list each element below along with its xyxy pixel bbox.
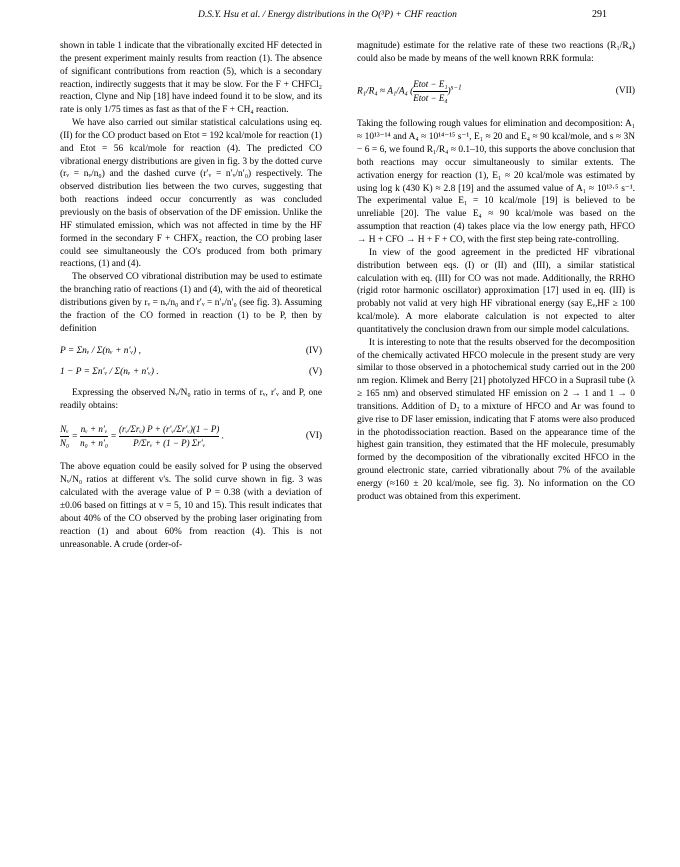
- paragraph: It is interesting to note that the results observed for the decomposition of the chemically activated HFCO molecule in the present study are very similar to those observed in a photochemical study carried out in the 200 nm region. Klimek and Berry [21] photolyzed HFCO in a Suprasil tube (λ ≥ 165 nm) and observed stimulated HF emission on 2 → 1 and 1 → 0 transitions. Addition of D₂ to a mixture of HFCO and Ar was found to give rise to DF laser emission, indicating that F atoms were also produced in the photodissociation reaction. Based on the appearance time of the highest gain transition, they estimated that the HF molecule, presumably formed by the decomposition of the vibrationally excited HFCO in the ground electronic state, carried vibrationally about 7% of the available energy (≈160 ± 20 kcal/mole, see fig. 3). No information on the CO product was obtained from this experiment.: [357, 337, 635, 502]
- paragraph: shown in table 1 indicate that the vibrationally excited HF detected in the present experiment mainly results from reaction (1). The absence of significant contributions from reaction (5), which is a secondary reaction, indirectly suggests that it may be slow. For the F + CHFCl₂ reaction, Clyne and Nip [18] have indeed found it to be slow, and its rate is only 1/75 times as fast as that of the F + CH₄ reaction.: [60, 41, 322, 116]
- numerator: Etot − E₁: [413, 78, 448, 89]
- denominator: P/Σrᵥ + (1 − P) Σr′ᵥ: [133, 437, 206, 448]
- paragraph: Expressing the observed Nᵥ/N₀ ratio in terms of rᵥ, r′ᵥ and P, one readily obtains:: [60, 388, 322, 411]
- equation-v: [60, 366, 322, 379]
- numerator: nᵥ + n′ᵥ: [80, 423, 108, 434]
- fraction: [119, 423, 219, 450]
- denominator: n₀ + n′₀: [80, 437, 108, 448]
- running-head: D.S.Y. Hsu et al. / Energy distributions in the O(³P) + CHF reaction: [198, 10, 457, 20]
- paragraph: magnitude) estimate for the relative rate of these two reactions (R₁/R₄) could also be made by means of the well known RRK formula:: [357, 41, 635, 64]
- paragraph: The above equation could be easily solved for P using the observed Nᵥ/N₀ ratios at different v's. The solid curve shown in fig. 3 was calculated with the average value of P = 0.38 (with a deviation of ±0.06 based on fittings at v = 5, 10 and 15). This result indicates that about 40% of the CO observed by the probing laser originating from reaction (1) and about 60% from reaction (4). This is not unreasonable. A crude (order-of-: [60, 462, 322, 550]
- equation-body: 1 − P = Σn′ᵥ / Σ(nᵥ + n′ᵥ) .: [60, 367, 159, 378]
- equation-body: P = Σnᵥ / Σ(nᵥ + n′ᵥ) ,: [60, 346, 141, 357]
- paragraph: In view of the good agreement in the predicted HF vibrational distribution between eqs. (I) or (II) and (III), a similar statistical calculation with eq. (III) for CO was not made. Additionally, the RRHO (rigid rotor harmonic oscillator) approximation [17] used in eq. (III) is probably not valid at very high HF vibrational energy (say Eᵥ,HF ≥ 100 kcal/mole). A more elaborate calculation is not expected to alter quantitatively the conclusion drawn from our simple model calculations.: [357, 247, 635, 335]
- fraction: [60, 423, 69, 450]
- right-column: [357, 40, 635, 504]
- exponent: s−1: [450, 83, 462, 92]
- paragraph: Taking the following rough values for elimination and decomposition: A₁ ≈ 10¹³⁻¹⁴ and A₄ ≈ 10¹⁴⁻¹⁵ s⁻¹, E₁ ≈ 20 and E₄ ≈ 90 kcal/mole, and s ≈ 3N − 6 = 6, we found R₁/R₄ ≈ 0.1–10, this supports the above conclusion that both reactions may occur simultaneously to similar extents. The activation energy for reaction (1), E₁ ≈ 20 kcal/mole was estimated by using log k (430 K) ≈ 2.8 [19] and the assumed value of A₁ ≈ 10¹³·⁵ s⁻¹. The experimental value E₁ = 10 kcal/mole [19] is believed to be unreliable [20]. The value E₄ ≈ 90 kcal/mole was based on the assumption that reaction (4) takes place via the low energy path, HFCO → H + CFO → H + F + CO, with the first step being rate-controlling.: [357, 119, 635, 245]
- equation-body: $\frac{\text{Nᵥ}}{\text{N₀}}$ = $\frac{\text{nᵥ + n′ᵥ}}{\text{n₀ + n′₀}}$ = $\frac{\text{(rᵥ/Σrᵥ) P + (r′ᵥ/Σr′ᵥ)(1 − P)}}{\text{P/Σrᵥ + (1 − P) Σr′ᵥ}}$ .: [60, 423, 225, 448]
- equation-left: R₁/R₄ ≈ A₁/A₄: [357, 86, 408, 97]
- equation-vii: [357, 78, 635, 105]
- paragraph: The observed CO vibrational distribution may be used to estimate the branching ratio of reactions (1) and (4), with the aid of theoretical distributions given by rᵥ = nᵥ/n₀ and r′ᵥ = n′ᵥ/n′₀ (see fig. 3). Assuming the fraction of the CO formed in reaction (1) to be P, then by definition: [60, 272, 322, 334]
- equation-number: (VII): [615, 85, 635, 96]
- numerator: Nᵥ: [60, 423, 69, 434]
- equation-number: (VI): [305, 430, 322, 441]
- denominator: Etot − E₄: [413, 92, 448, 103]
- equation-iv: [60, 345, 322, 358]
- denominator: N₀: [60, 437, 70, 448]
- paragraph: We have also carried out similar statistical calculations using eq. (II) for the CO product based on Etot = 192 kcal/mole for reaction (1) and Etot = 56 kcal/mole for reaction (4). The predicted CO vibrational energy distributions are given in fig. 3 by the dotted curve (rᵥ = nᵥ/n₀) and the dashed curve (r′ᵥ = n′ᵥ/n′₀) respectively. The observed distribution lies between the two curves, suggesting that both reactions indeed occur concurrently as was concluded previously on the basis of observation of the DF emission. Unlike the HF stimulated emission, which was not affected in time by the HF formed in the secondary F + CHFX₂ reaction, the CO probing laser could see simultaneously the CO's produced from both primary reactions, (1) and (4).: [60, 118, 322, 270]
- fraction: [80, 423, 108, 450]
- equation-body: R₁/R₄ ≈ A₁/A₄ ( $\frac{\text{Etot − E₁}}{\text{Etot − E₄}}$ )$^{s-1}$: [357, 78, 462, 103]
- left-column: [60, 40, 322, 551]
- equation-number: (IV): [305, 346, 322, 357]
- numerator: (rᵥ/Σrᵥ) P + (r′ᵥ/Σr′ᵥ)(1 − P): [118, 423, 220, 434]
- equation-number: (V): [308, 367, 322, 378]
- page-number: 291: [592, 9, 607, 20]
- equation-vi: [60, 423, 322, 450]
- fraction: [413, 78, 447, 105]
